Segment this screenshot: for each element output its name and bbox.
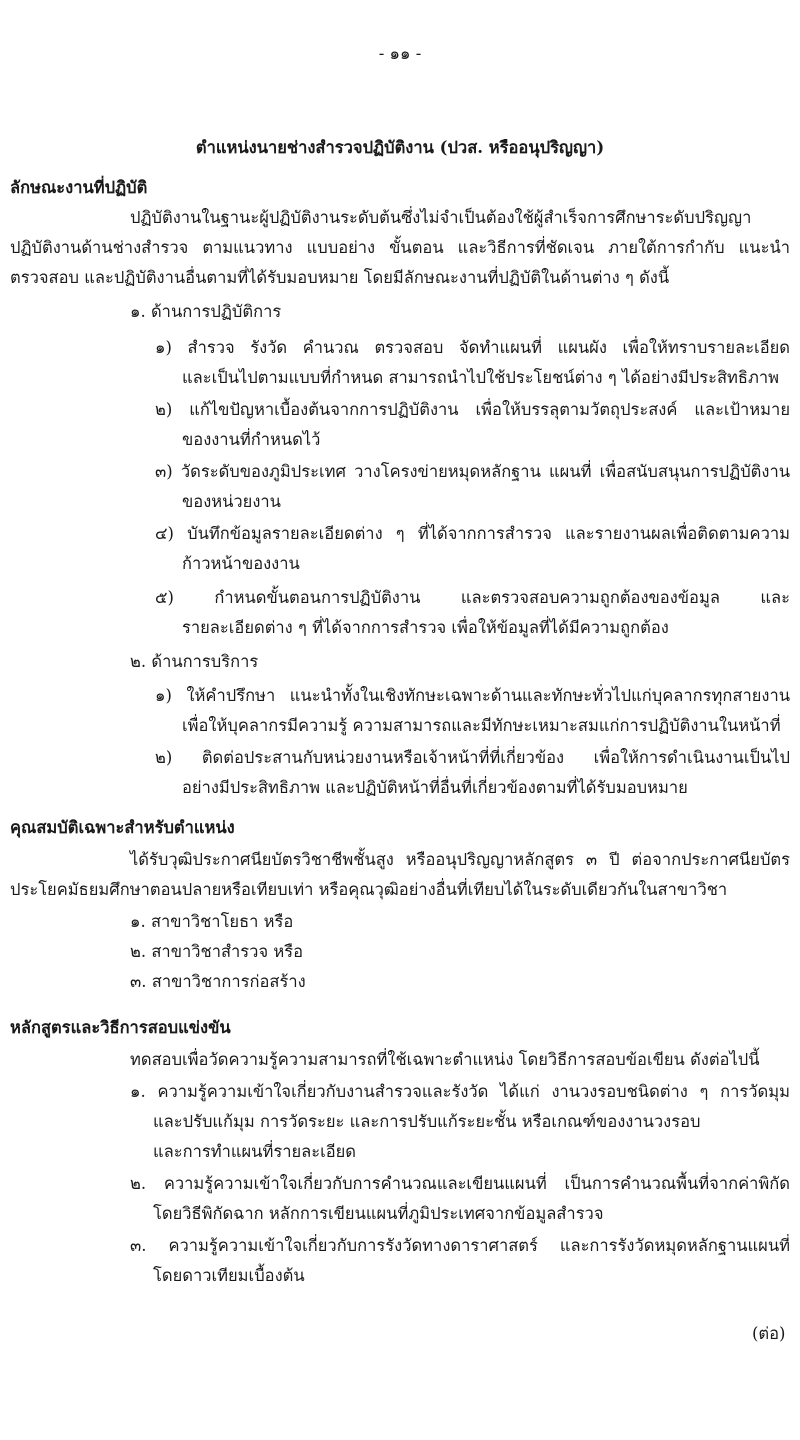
page-title: ตำแหน่งนายช่างสำรวจปฏิบัติงาน (ปวส. หรืออนุปริญญา) xyxy=(195,138,605,157)
exam-item-3-line-1: ๓. ความรู้ความเข้าใจเกี่ยวกับการรังวัดทางดาราศาสตร์ และการรังวัดหมุดหลักฐานแผนที่ xyxy=(130,1236,790,1255)
operations-item-3-line-1: ๓) วัดระดับของภูมิประเทศ วางโครงข่ายหมุดหลักฐาน แผนที่ เพื่อสนับสนุนการปฏิบัติงาน xyxy=(155,462,790,481)
operations-item-2-line-1: ๒) แก้ไขปัญหาเบื้องต้นจากการปฏิบัติงาน เพื่อให้บรรลุตามวัตถุประสงค์ และเป้าหมาย xyxy=(155,400,790,419)
services-item-2-line-1: ๒) ติดต่อประสานกับหน่วยงานหรือเจ้าหน้าที่ที่เกี่ยวข้อง เพื่อให้การดำเนินงานเป็นไป xyxy=(155,748,790,767)
operations-item-1-line-1: ๑) สำรวจ รังวัด คำนวณ ตรวจสอบ จัดทำแผนที่ แผนผัง เพื่อให้ทราบรายละเอียด xyxy=(155,338,790,357)
qualification-item-1: ๑. สาขาวิชาโยธา หรือ xyxy=(130,912,294,931)
exam-heading: หลักสูตรและวิธีการสอบแข่งขัน xyxy=(10,1018,231,1037)
page-number: - ๑๑ - xyxy=(378,44,422,63)
operations-item-2-line-2: ของงานที่กำหนดไว้ xyxy=(182,430,321,449)
services-item-1-line-2: เพื่อให้บุคลากรมีความรู้ ความสามารถและมีทักษะเหมาะสมแก่การปฏิบัติงานในหน้าที่ xyxy=(182,716,781,735)
operations-item-5-line-2: รายละเอียดต่าง ๆ ที่ได้จากการสำรวจ เพื่อให้ข้อมูลที่ได้มีความถูกต้อง xyxy=(182,618,669,637)
operations-item-1-line-2: และเป็นไปตามแบบที่กำหนด สามารถนำไปใช้ประโยชน์ต่าง ๆ ได้อย่างมีประสิทธิภาพ xyxy=(182,368,779,387)
duties-heading: ลักษณะงานที่ปฏิบัติ xyxy=(10,178,148,197)
services-item-2-line-2: อย่างมีประสิทธิภาพ และปฏิบัติหน้าที่อื่นที่เกี่ยวข้องตามที่ได้รับมอบหมาย xyxy=(182,778,688,797)
duties-intro-line-2: ปฏิบัติงานด้านช่างสำรวจ ตามแนวทาง แบบอย่าง ขั้นตอน และวิธีการที่ชัดเจน ภายใต้การกำกับ แนะนำ xyxy=(10,238,790,257)
qualifications-heading: คุณสมบัติเฉพาะสำหรับตำแหน่ง xyxy=(10,818,235,837)
qualification-item-2: ๒. สาขาวิชาสำรวจ หรือ xyxy=(130,942,304,961)
exam-item-1-line-2: และปรับแก้มุม การวัดระยะ และการปรับแก้ระยะชั้น หรือเกณฑ์ของงานวงรอบ xyxy=(153,1112,701,1131)
qualifications-intro-line-1: ได้รับวุฒิประกาศนียบัตรวิชาชีพชั้นสูง หรืออนุปริญญาหลักสูตร ๓ ปี ต่อจากประกาศนียบัตร xyxy=(130,850,790,869)
exam-item-3-line-2: โดยดาวเทียมเบื้องต้น xyxy=(153,1266,305,1285)
exam-item-2-line-1: ๒. ความรู้ความเข้าใจเกี่ยวกับการคำนวณและเขียนแผนที่ เป็นการคำนวณพื้นที่จากค่าพิกัด xyxy=(130,1174,790,1193)
operations-item-4-line-1: ๔) บันทึกข้อมูลรายละเอียดต่าง ๆ ที่ได้จากการสำรวจ และรายงานผลเพื่อติดตามความ xyxy=(155,524,790,543)
section-operations-label: ๑. ด้านการปฏิบัติการ xyxy=(130,302,282,321)
continued-marker: (ต่อ) xyxy=(752,1324,786,1343)
operations-item-4-line-2: ก้าวหน้าของงาน xyxy=(182,554,300,573)
section-services-label: ๒. ด้านการบริการ xyxy=(130,652,259,671)
exam-item-1-line-3: และการทำแผนที่รายละเอียด xyxy=(153,1142,357,1161)
exam-intro: ทดสอบเพื่อวัดความรู้ความสามารถที่ใช้เฉพาะตำแหน่ง โดยวิธีการสอบข้อเขียน ดังต่อไปนี้ xyxy=(130,1050,760,1069)
services-item-1-line-1: ๑) ให้คำปรึกษา แนะนำทั้งในเชิงทักษะเฉพาะด้านและทักษะทั่วไปแก่บุคลากรทุกสายงาน xyxy=(155,686,790,705)
exam-item-1-line-1: ๑. ความรู้ความเข้าใจเกี่ยวกับงานสำรวจและรังวัด ได้แก่ งานวงรอบชนิดต่าง ๆ การวัดมุม xyxy=(130,1082,790,1101)
operations-item-3-line-2: ของหน่วยงาน xyxy=(182,492,281,511)
qualification-item-3: ๓. สาขาวิชาการก่อสร้าง xyxy=(130,972,306,991)
duties-intro-line-1: ปฏิบัติงานในฐานะผู้ปฏิบัติงานระดับต้นซึ่งไม่จำเป็นต้องใช้ผู้สำเร็จการศึกษาระดับปริญญา xyxy=(130,208,752,227)
duties-intro-line-3: ตรวจสอบ และปฏิบัติงานอื่นตามที่ได้รับมอบหมาย โดยมีลักษณะงานที่ปฏิบัติในด้านต่าง ๆ ดังนี้ xyxy=(10,268,670,287)
operations-item-5-line-1: ๕) กำหนดขั้นตอนการปฏิบัติงาน และตรวจสอบความถูกต้องของข้อมูล และ xyxy=(155,588,790,607)
qualifications-intro-line-2: ประโยคมัธยมศึกษาตอนปลายหรือเทียบเท่า หรือคุณวุฒิอย่างอื่นที่เทียบได้ในระดับเดียวกันในสาขาวิชา xyxy=(10,880,728,899)
exam-item-2-line-2: โดยวิธีพิกัดฉาก หลักการเขียนแผนที่ภูมิประเทศจากข้อมูลสำรวจ xyxy=(153,1204,604,1223)
